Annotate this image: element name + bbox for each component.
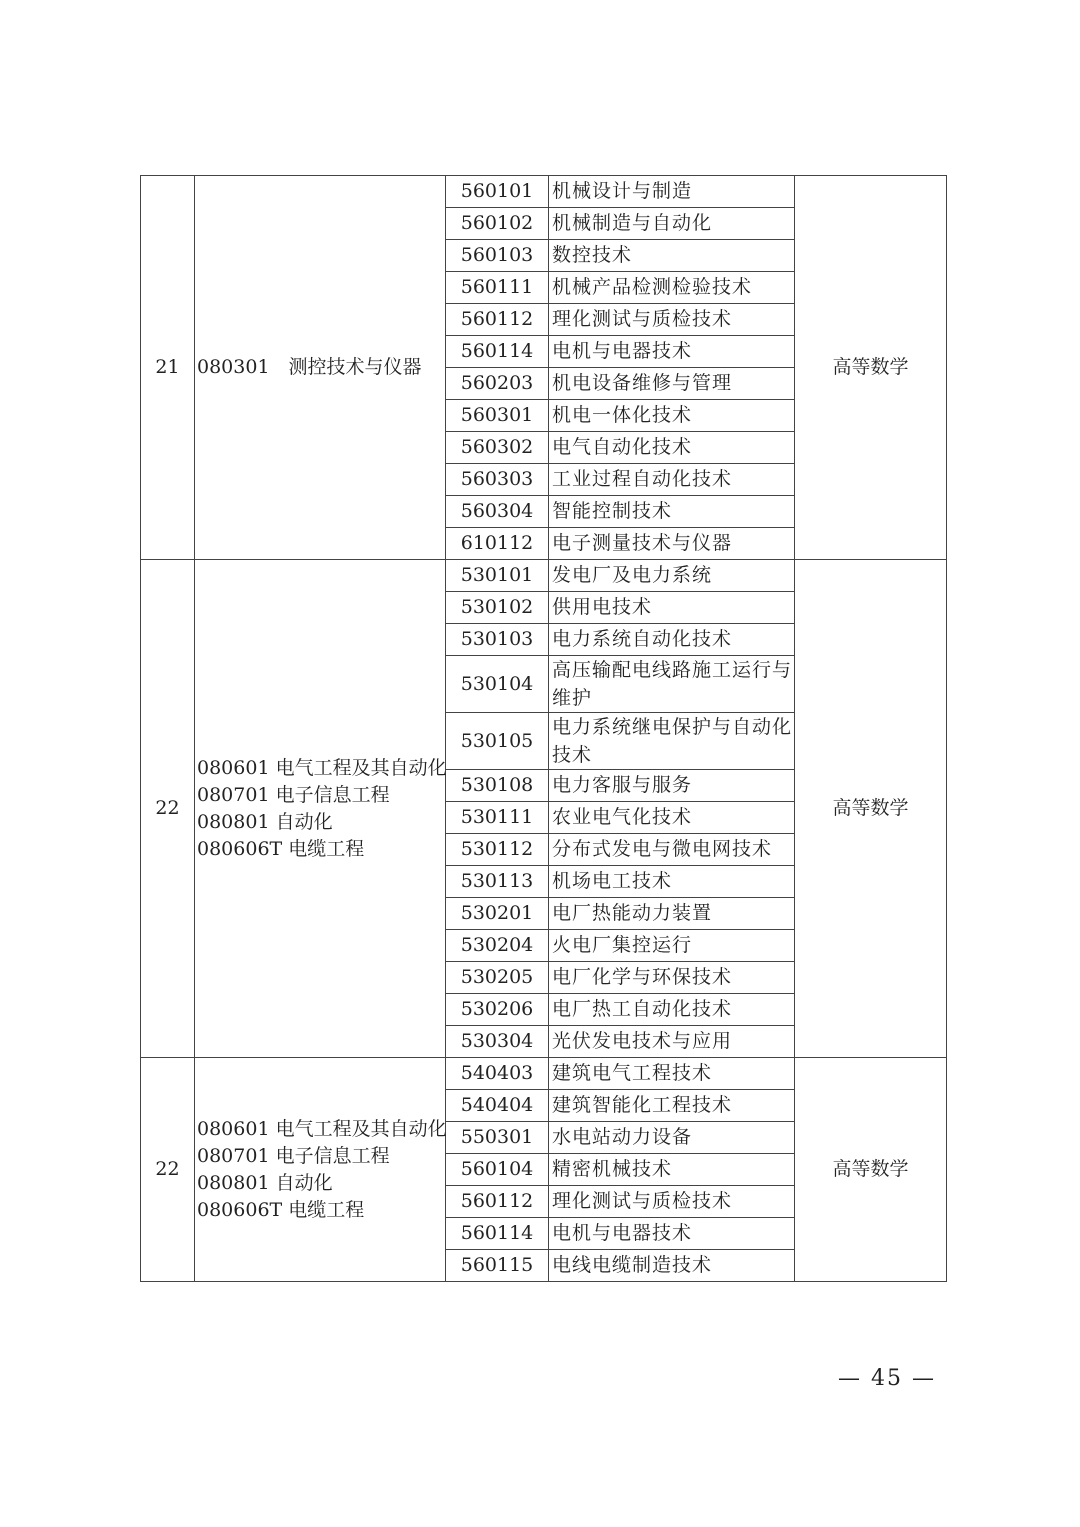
vocational-name: 电线电缆制造技术 (549, 1250, 795, 1282)
vocational-code: 530103 (446, 624, 549, 656)
vocational-name: 分布式发电与微电网技术 (549, 834, 795, 866)
vocational-name: 高压输配电线路施工运行与维护 (549, 656, 795, 713)
major-mapping-table (140, 175, 947, 1282)
vocational-code: 610112 (446, 528, 549, 560)
major-item: 080606T 电缆工程 (197, 837, 365, 860)
vocational-code: 560104 (446, 1154, 549, 1186)
undergrad-majors (195, 1058, 446, 1282)
vocational-name: 精密机械技术 (549, 1154, 795, 1186)
vocational-code: 530105 (446, 713, 549, 770)
major-item: 080606T 电缆工程 (197, 1198, 365, 1221)
vocational-code: 560112 (446, 304, 549, 336)
vocational-name: 建筑智能化工程技术 (549, 1090, 795, 1122)
vocational-name: 电子测量技术与仪器 (549, 528, 795, 560)
vocational-code: 530104 (446, 656, 549, 713)
group-number: 21 (141, 176, 195, 560)
vocational-name: 电力系统自动化技术 (549, 624, 795, 656)
group-number: 22 (141, 1058, 195, 1282)
major-item: 080601 电气工程及其自动化 (197, 1117, 447, 1140)
vocational-code: 540404 (446, 1090, 549, 1122)
vocational-name: 建筑电气工程技术 (549, 1058, 795, 1090)
vocational-name: 供用电技术 (549, 592, 795, 624)
vocational-name: 电力系统继电保护与自动化技术 (549, 713, 795, 770)
vocational-code: 530204 (446, 930, 549, 962)
vocational-code: 530201 (446, 898, 549, 930)
vocational-name: 机场电工技术 (549, 866, 795, 898)
exam-subject: 高等数学 (795, 560, 947, 1058)
major-item: 080801 自动化 (197, 810, 333, 833)
vocational-code: 560103 (446, 240, 549, 272)
major-item: 080301 测控技术与仪器 (197, 356, 422, 378)
vocational-name: 理化测试与质检技术 (549, 1186, 795, 1218)
vocational-code: 530113 (446, 866, 549, 898)
vocational-name: 农业电气化技术 (549, 802, 795, 834)
exam-subject: 高等数学 (795, 1058, 947, 1282)
vocational-name: 机械产品检测检验技术 (549, 272, 795, 304)
page-number: — 45 — (838, 1366, 936, 1391)
table-row (141, 176, 947, 208)
vocational-code: 530101 (446, 560, 549, 592)
vocational-name: 工业过程自动化技术 (549, 464, 795, 496)
vocational-name: 电厂化学与环保技术 (549, 962, 795, 994)
vocational-code: 560112 (446, 1186, 549, 1218)
vocational-code: 560114 (446, 336, 549, 368)
vocational-name: 电机与电器技术 (549, 1218, 795, 1250)
vocational-code: 560304 (446, 496, 549, 528)
vocational-code: 560101 (446, 176, 549, 208)
major-item: 080601 电气工程及其自动化 (197, 756, 447, 779)
table-row (141, 1058, 947, 1090)
vocational-code: 530102 (446, 592, 549, 624)
vocational-code: 530205 (446, 962, 549, 994)
vocational-name: 光伏发电技术与应用 (549, 1026, 795, 1058)
vocational-code: 560111 (446, 272, 549, 304)
vocational-name: 机电设备维修与管理 (549, 368, 795, 400)
vocational-code: 560115 (446, 1250, 549, 1282)
table-row (141, 560, 947, 592)
vocational-code: 530112 (446, 834, 549, 866)
vocational-code: 560302 (446, 432, 549, 464)
vocational-name: 机械制造与自动化 (549, 208, 795, 240)
vocational-code: 560114 (446, 1218, 549, 1250)
group-number: 22 (141, 560, 195, 1058)
vocational-code: 530111 (446, 802, 549, 834)
vocational-name: 电厂热能动力装置 (549, 898, 795, 930)
major-item: 080701 电子信息工程 (197, 1144, 390, 1167)
vocational-name: 电力客服与服务 (549, 770, 795, 802)
vocational-code: 560303 (446, 464, 549, 496)
vocational-name: 数控技术 (549, 240, 795, 272)
vocational-name: 发电厂及电力系统 (549, 560, 795, 592)
exam-subject: 高等数学 (795, 176, 947, 560)
vocational-name: 电气自动化技术 (549, 432, 795, 464)
vocational-code: 530206 (446, 994, 549, 1026)
vocational-code: 530304 (446, 1026, 549, 1058)
vocational-name: 火电厂集控运行 (549, 930, 795, 962)
vocational-name: 水电站动力设备 (549, 1122, 795, 1154)
major-item: 080701 电子信息工程 (197, 783, 390, 806)
undergrad-majors (195, 176, 446, 560)
vocational-name: 电机与电器技术 (549, 336, 795, 368)
vocational-name: 机械设计与制造 (549, 176, 795, 208)
vocational-code: 530108 (446, 770, 549, 802)
vocational-name: 机电一体化技术 (549, 400, 795, 432)
vocational-code: 540403 (446, 1058, 549, 1090)
undergrad-majors (195, 560, 446, 1058)
vocational-name: 智能控制技术 (549, 496, 795, 528)
vocational-code: 550301 (446, 1122, 549, 1154)
vocational-code: 560203 (446, 368, 549, 400)
vocational-code: 560301 (446, 400, 549, 432)
vocational-name: 电厂热工自动化技术 (549, 994, 795, 1026)
vocational-code: 560102 (446, 208, 549, 240)
major-item: 080801 自动化 (197, 1171, 333, 1194)
vocational-name: 理化测试与质检技术 (549, 304, 795, 336)
